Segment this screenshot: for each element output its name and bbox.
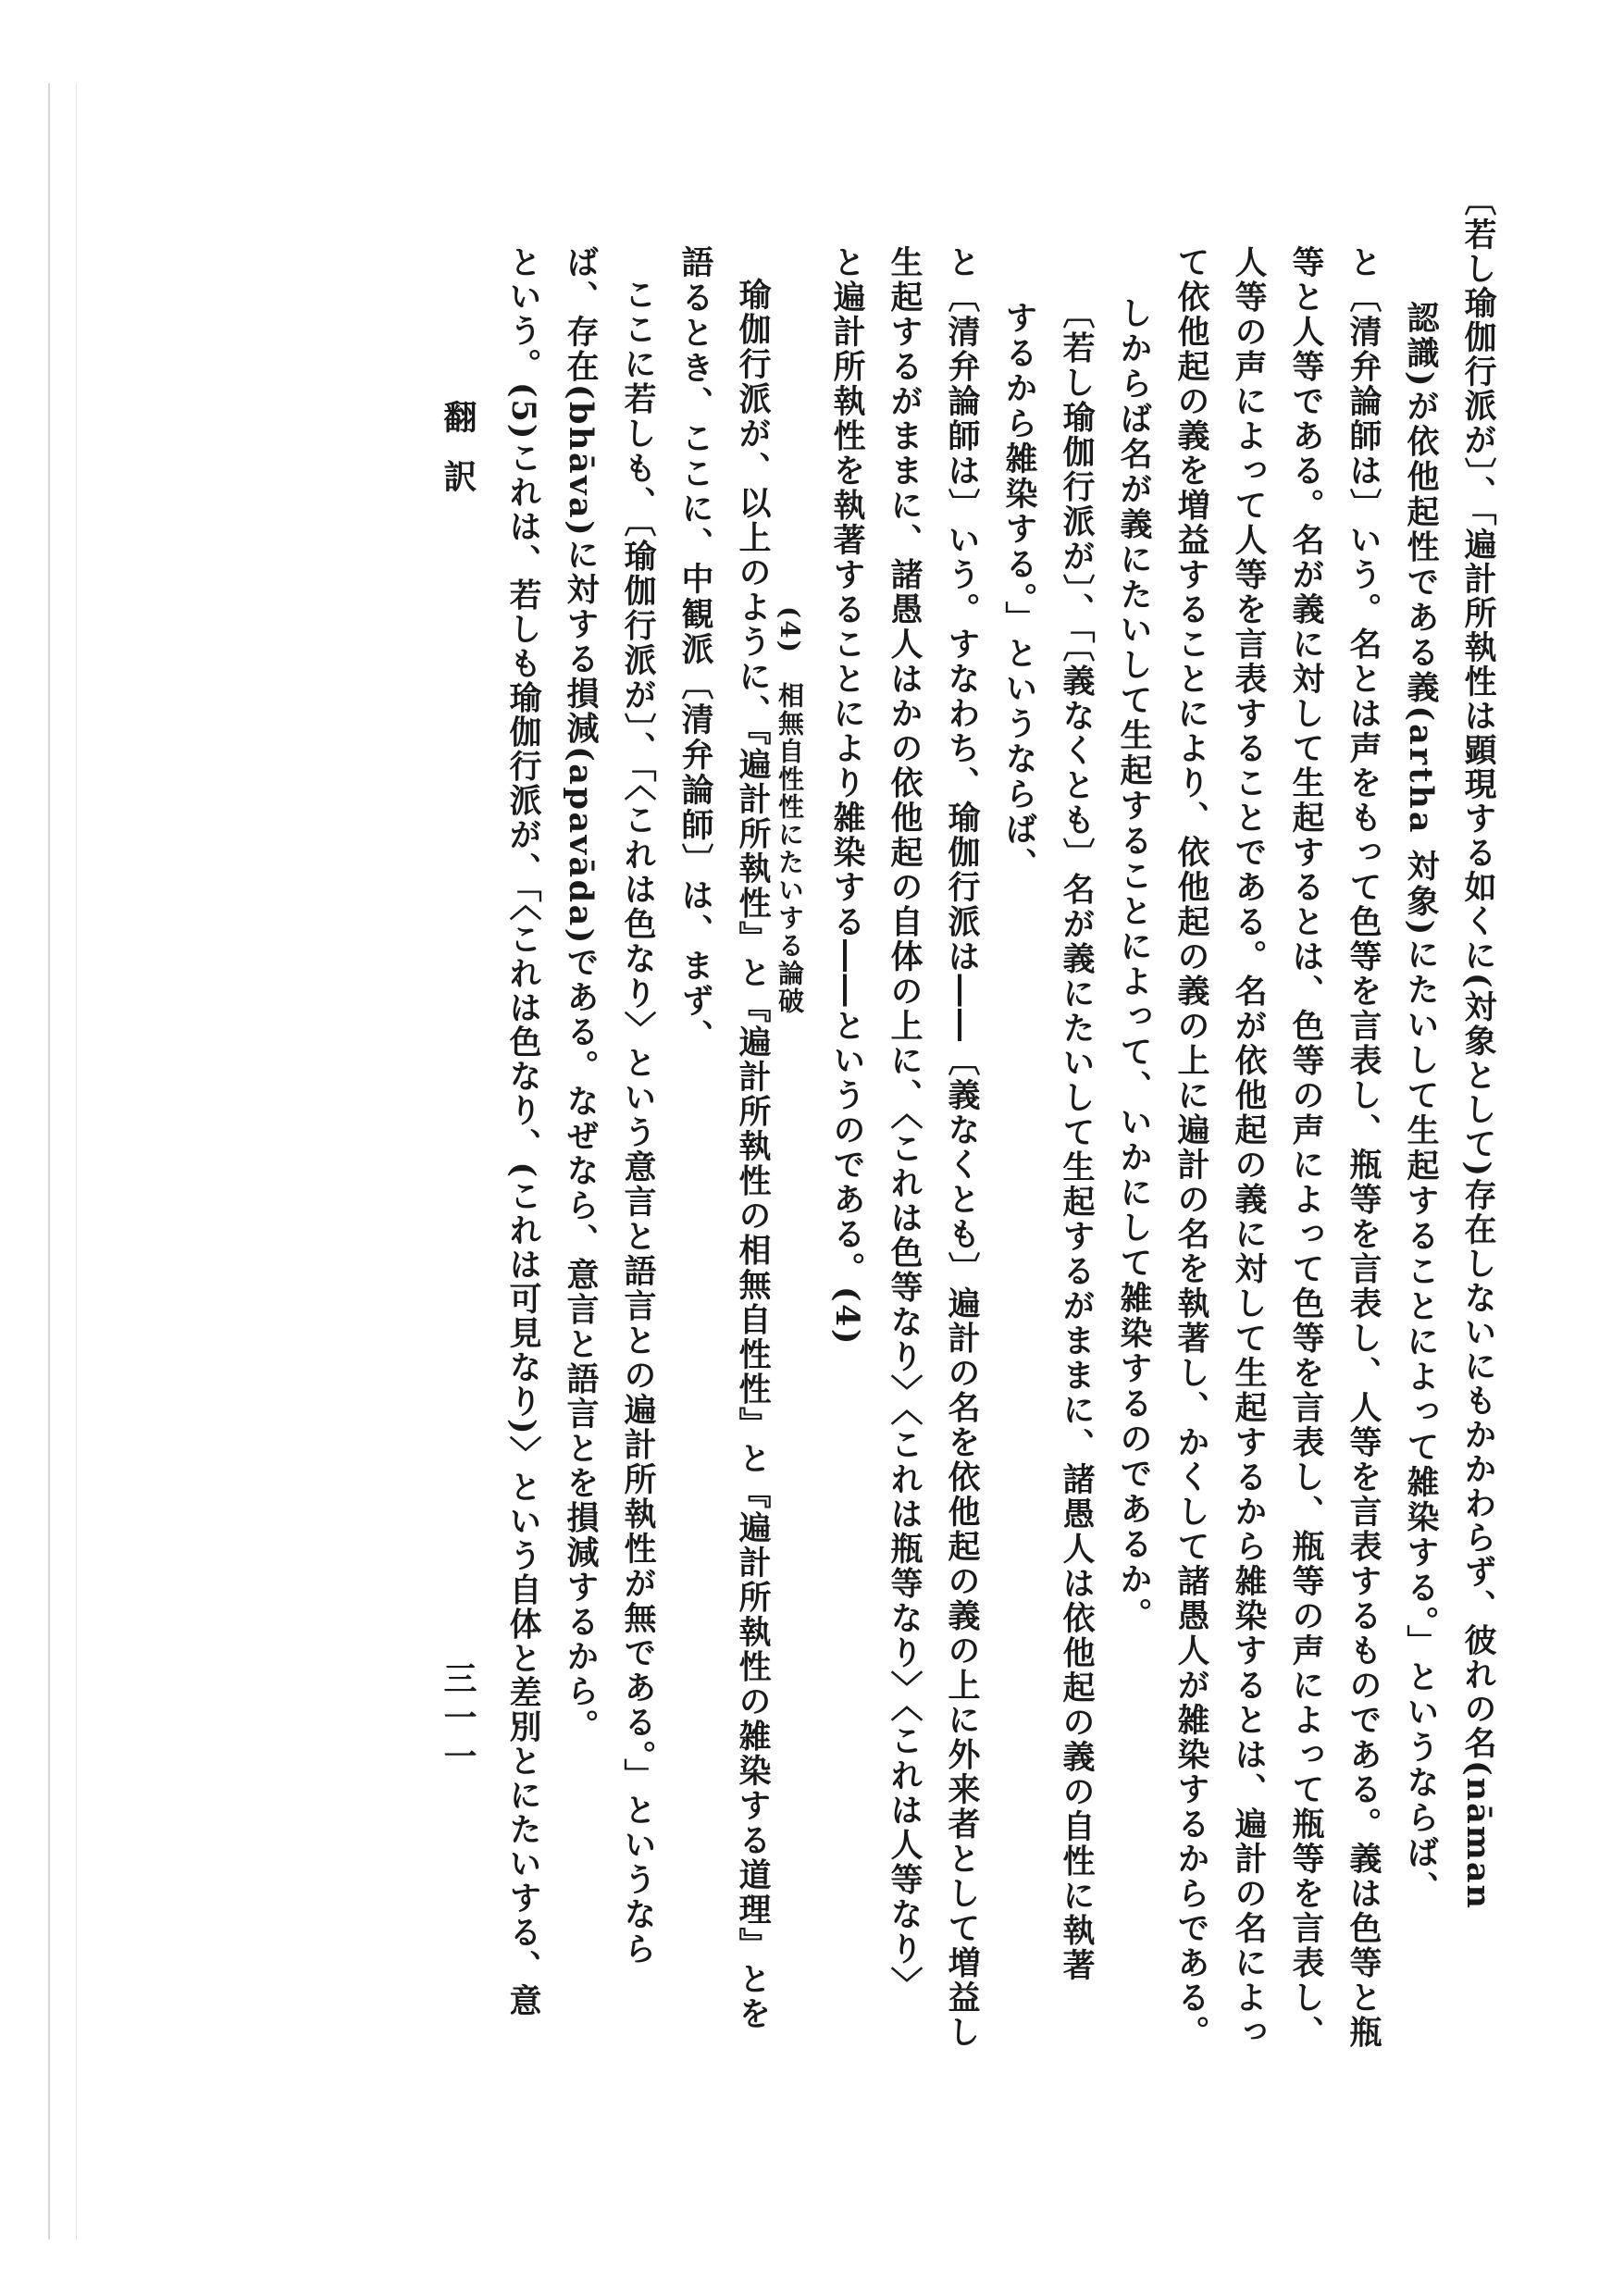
text-column-2: 認識)が依他起性である義(artha 対象)にたいして生起することによって雑染する。」というならば、 xyxy=(1402,301,1440,1906)
text-column-12: と遍計所執性を執著することにより雑染する――というのである。(4) xyxy=(828,245,866,1347)
text-column-10: と〔清弁論師は〕いう。すなわち、瑜伽行派は――〔義なくとも〕遍計の名を依他起の義の上に外来者として増益し xyxy=(943,245,981,2050)
text-column-9: するから雑染する。」というならば、 xyxy=(1000,301,1038,883)
text-column-5: 人等の声によって人等を言表することである。名が依他起の義に対して生起するから雑染するとは、遍計の名によっ xyxy=(1230,245,1268,2050)
text-column-14: 語るとき、ここに、中観派〔清弁論師〕は、まず、 xyxy=(676,245,714,1054)
section-heading: (4) 相無自性性にたいする論破 xyxy=(775,606,805,1015)
text-column-17: という。(5)これは、若しも瑜伽行派が、「〈これは色なり、(これは可見なり)〉という自体と差別とにたいする、意 xyxy=(504,245,542,2018)
text-column-8: 〔若し瑜伽行派が〕、「〔義なくとも〕名が義にたいして生起するがままに、諸愚人は依他起の義の自性に執著 xyxy=(1058,296,1096,1983)
text-column-7: しからば名が義にたいして生起することによって、いかにして雑染するのであるか。 xyxy=(1115,296,1153,1632)
text-column-15: ここに若しも、〔瑜伽行派が〕、「〈これは色なり〉という意言と語言との遍計所執性が無である。」というなら xyxy=(619,278,657,1967)
running-title: 翻訳 xyxy=(439,400,477,518)
text-column-1: 〔若し瑜伽行派が〕、「遍計所執性は顕現する如くに(対象として)存在しないにもかかわらず、彼れの名(nāman xyxy=(1459,183,1497,1910)
text-column-13: 瑜伽行派が、以上のように、『遍計所執性』と『遍計所執性の相無自性性』と『遍計所執性の雑染する道理』とを xyxy=(734,278,772,2031)
text-column-4: 等と人等である。名が義に対して生起するとは、色等の声によって色等を言表し、瓶等の声によって瓶等を言表し、 xyxy=(1287,245,1325,2050)
page-number: 三一一 xyxy=(439,1661,477,1778)
text-column-3: と〔清弁論師は〕いう。名とは声をもって色等を言表し、瓶等を言表し、人等を言表するものである。義は色等と瓶 xyxy=(1345,245,1382,2050)
text-column-11: 生起するがままに、諸愚人はかの依他起の自体の上に、〈これは色等なり〉〈これは瓶等なり〉〈これは人等なり〉 xyxy=(886,245,924,2002)
text-column-16: ば、存在(bhāva)に対する損減(apavāda)である。なぜなら、意言と語言とを損減するから。 xyxy=(562,245,600,1744)
scan-margin-edge xyxy=(48,83,77,2240)
text-column-6: て依他起の義を増益することにより、依他起の義の上に遍計の名を執著し、かくして諸愚人が雑染するからである。 xyxy=(1172,245,1210,2050)
